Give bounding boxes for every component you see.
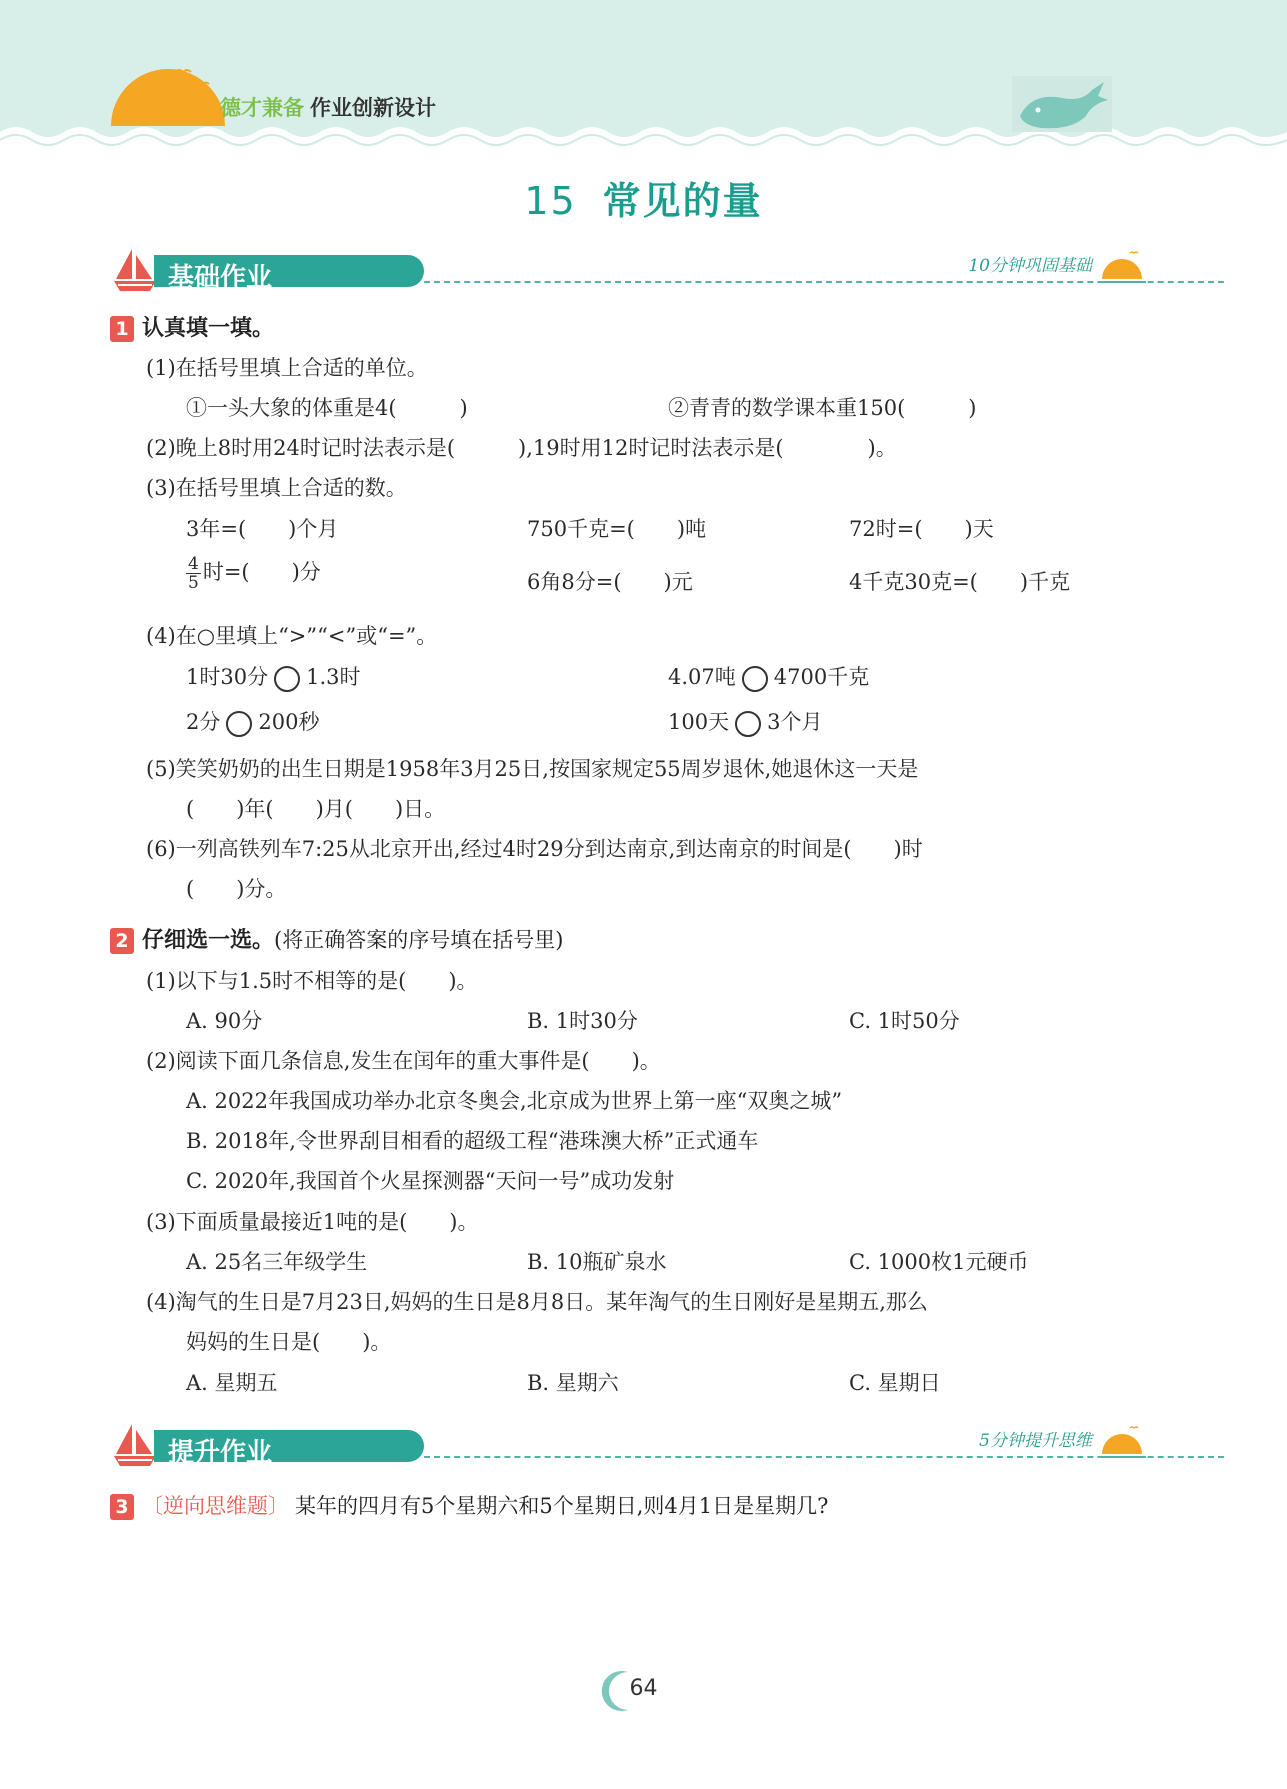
- q1-part-3d-text: 时=( )分: [202, 560, 321, 584]
- q1-part-1a: ①一头大象的体重是4( ): [186, 396, 468, 420]
- q2-option-1a: A. 90分: [186, 1009, 263, 1033]
- sailboat-icon: [110, 1420, 160, 1470]
- q1-part-3f: 4千克30克=( )千克: [849, 570, 1071, 594]
- brand-name: 德才兼备: [220, 96, 304, 120]
- section-label: 基础作业: [168, 263, 273, 293]
- lesson-number: 15: [524, 179, 577, 223]
- q1-part-6b: ( )分。: [186, 877, 287, 901]
- compare-circle[interactable]: [274, 666, 300, 692]
- question-3-heading: [110, 1490, 828, 1520]
- q2-part-1: (1)以下与1.5时不相等的是( )。: [146, 969, 478, 993]
- q2-part-2: (2)阅读下面几条信息,发生在闰年的重大事件是( )。: [146, 1049, 661, 1073]
- q2-part-4: (4)淘气的生日是7月23日,妈妈的生日是8月8日。某年淘气的生日刚好是星期五,那么: [146, 1290, 928, 1314]
- compare-right: 3个月: [767, 710, 823, 734]
- section-advanced-header: [110, 1420, 1150, 1472]
- q1-part-4b: [668, 661, 869, 692]
- mini-sun-icon: [1094, 247, 1150, 287]
- q2-option-1c: C. 1时50分: [849, 1009, 960, 1033]
- q2-option-3c: C. 1000枚1元硬币: [849, 1250, 1029, 1274]
- whale-icon: [1012, 76, 1112, 132]
- page-title: [0, 170, 1287, 225]
- fraction: [186, 555, 201, 592]
- question-2-note: (将正确答案的序号填在括号里): [274, 928, 564, 952]
- page-number: 64: [629, 1676, 658, 1701]
- q1-part-3: (3)在括号里填上合适的数。: [146, 476, 407, 500]
- q1-part-3d: [186, 555, 321, 592]
- question-1-heading: [110, 311, 274, 342]
- q1-part-1: (1)在括号里填上合适的单位。: [146, 356, 428, 380]
- question-2-title: 仔细选一选。: [142, 928, 275, 953]
- q2-part-4b: 妈妈的生日是( )。: [186, 1330, 392, 1354]
- q2-option-2a: A. 2022年我国成功举办北京冬奥会,北京成为世界上第一座“双奥之城”: [186, 1089, 843, 1113]
- question-1-badge: 1: [110, 316, 134, 342]
- q1-part-5b: ( )年( )月( )日。: [186, 797, 446, 821]
- q1-part-4: (4)在○里填上“>”“<”或“=”。: [146, 624, 438, 648]
- q2-option-4b: B. 星期六: [527, 1371, 619, 1395]
- q2-option-1b: B. 1时30分: [527, 1009, 638, 1033]
- compare-right: 200秒: [258, 710, 320, 734]
- compare-right: 1.3时: [306, 665, 361, 689]
- fraction-denominator: 5: [188, 573, 199, 593]
- sailboat-icon: [110, 245, 160, 295]
- compare-circle[interactable]: [742, 666, 768, 692]
- sunset-icon: [105, 62, 231, 128]
- compare-left: 2分: [186, 710, 221, 734]
- q1-part-3e: 6角8分=( )元: [527, 570, 693, 594]
- q1-part-4c: [186, 706, 319, 737]
- lesson-title: 常见的量: [602, 179, 763, 223]
- question-3-badge: 3: [110, 1494, 134, 1520]
- question-3-tag: 〔逆向思维题〕: [142, 1494, 289, 1518]
- brand: [220, 92, 436, 122]
- compare-left: 4.07吨: [668, 665, 736, 689]
- fraction-numerator: 4: [188, 554, 199, 574]
- q2-part-3: (3)下面质量最接近1吨的是( )。: [146, 1210, 479, 1234]
- q1-part-2: (2)晚上8时用24时记时法表示是( ),19时用12时记时法表示是( )。: [146, 436, 897, 460]
- question-3-text: 某年的四月有5个星期六和5个星期日,则4月1日是星期几?: [295, 1494, 829, 1518]
- section-basic-header: [110, 245, 1150, 297]
- compare-right: 4700千克: [773, 665, 870, 689]
- section-label: 提升作业: [168, 1438, 273, 1468]
- question-2-heading: [110, 923, 563, 954]
- q1-part-3a: 3年=( )个月: [186, 517, 339, 541]
- question-2-badge: 2: [110, 928, 134, 954]
- compare-left: 1时30分: [186, 665, 269, 689]
- q2-option-3a: A. 25名三年级学生: [186, 1250, 368, 1274]
- brand-subtitle: 作业创新设计: [310, 96, 436, 120]
- q2-option-4a: A. 星期五: [186, 1371, 278, 1395]
- q2-option-2b: B. 2018年,令世界刮目相看的超级工程“港珠澳大桥”正式通车: [186, 1129, 759, 1153]
- compare-circle[interactable]: [735, 711, 761, 737]
- q2-option-3b: B. 10瓶矿泉水: [527, 1250, 667, 1274]
- mini-sun-icon: [1094, 1422, 1150, 1462]
- section-subtitle: 10分钟巩固基础: [968, 256, 1092, 276]
- q1-part-3c: 72时=( )天: [849, 517, 994, 541]
- q1-part-3b: 750千克=( )吨: [527, 517, 707, 541]
- q2-option-4c: C. 星期日: [849, 1371, 941, 1395]
- compare-left: 100天: [668, 710, 730, 734]
- q1-part-5: (5)笑笑奶奶的出生日期是1958年3月25日,按国家规定55周岁退休,她退休这一天是: [146, 757, 919, 781]
- q1-part-4a: [186, 661, 361, 692]
- q1-part-4d: [668, 706, 822, 737]
- q1-part-1b: ②青青的数学课本重150( ): [668, 396, 977, 420]
- q1-part-6: (6)一列高铁列车7:25从北京开出,经过4时29分到达南京,到达南京的时间是( )时: [146, 837, 923, 861]
- question-1-title: 认真填一填。: [142, 316, 275, 341]
- compare-circle[interactable]: [226, 711, 252, 737]
- section-subtitle: 5分钟提升思维: [979, 1431, 1092, 1451]
- q2-option-2c: C. 2020年,我国首个火星探测器“天问一号”成功发射: [186, 1169, 675, 1193]
